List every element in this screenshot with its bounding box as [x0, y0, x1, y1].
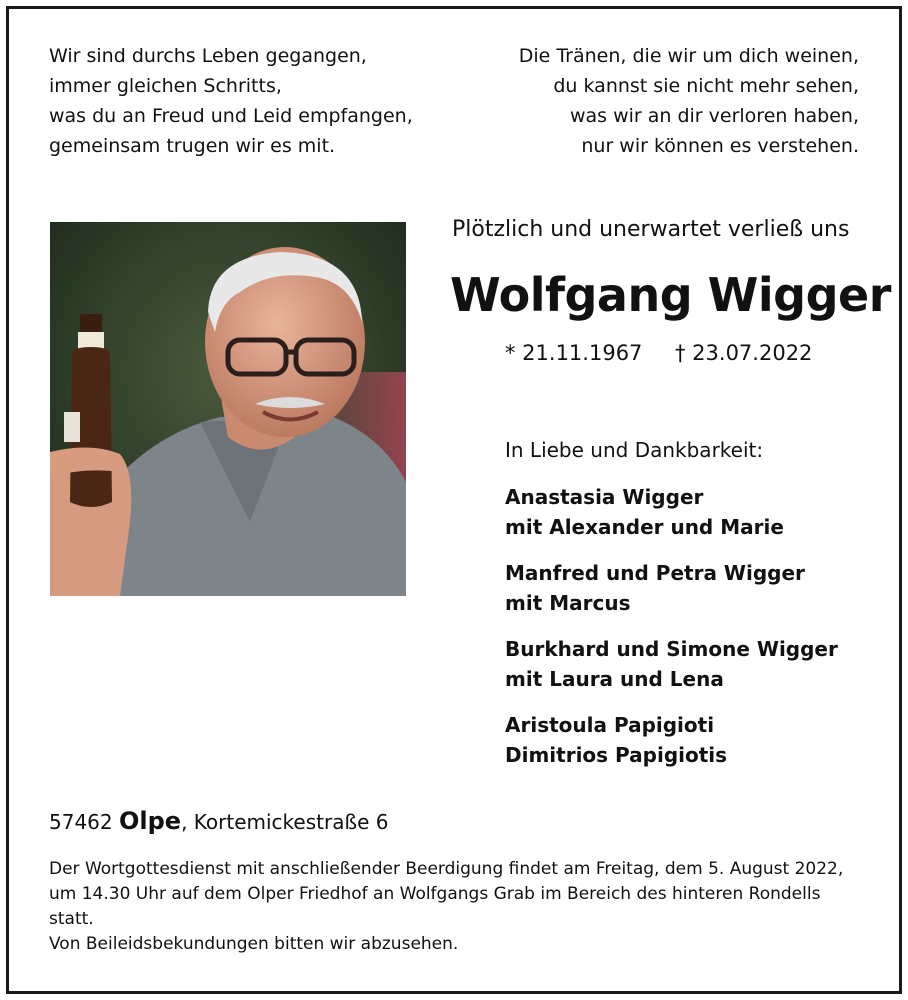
family-group [505, 558, 805, 618]
family-group [505, 634, 838, 694]
obituary-frame [6, 6, 902, 994]
poem-left [49, 41, 413, 161]
family-line: mit Alexander und Marie [505, 515, 784, 539]
poem-line: was du an Freud und Leid empfangen, [49, 105, 413, 127]
poem-line: immer gleichen Schritts, [49, 75, 282, 97]
poem-line: Die Tränen, die wir um dich weinen, [518, 45, 859, 67]
poem-line: was wir an dir verloren haben, [569, 105, 859, 127]
notice-line: um 14.30 Uhr auf dem Olper Friedhof an Wolfgangs Grab im Bereich des hinteren Rondells [49, 884, 821, 904]
family-line: mit Marcus [505, 591, 631, 615]
family-line: Aristoula Papigioti [505, 713, 715, 737]
death-date: † 23.07.2022 [675, 341, 813, 365]
address [49, 806, 388, 837]
intro-text: Plötzlich und unerwartet verließ uns [452, 217, 850, 242]
notice-line: Von Beileidsbekundungen bitten wir abzusehen. [49, 934, 459, 954]
poem-line: du kannst sie nicht mehr sehen, [553, 75, 859, 97]
family-line: Anastasia Wigger [505, 485, 704, 509]
poem-right [519, 41, 859, 161]
address-city: Olpe [118, 807, 182, 835]
poem-line: nur wir können es verstehen. [581, 135, 859, 157]
family-group [505, 482, 784, 542]
portrait-photo [50, 222, 406, 596]
address-zip: 57462 [49, 810, 113, 834]
poem-line: Wir sind durchs Leben gegangen, [49, 45, 367, 67]
birth-date: * 21.11.1967 [505, 341, 643, 365]
family-line: mit Laura und Lena [505, 667, 724, 691]
family-line: Burkhard und Simone Wigger [505, 637, 838, 661]
address-street: , Kortemickestraße 6 [181, 810, 389, 834]
family-line: Dimitrios Papigiotis [505, 743, 728, 767]
notice-line: statt. [49, 909, 94, 929]
family-line: Manfred und Petra Wigger [505, 561, 805, 585]
deceased-name: Wolfgang Wigger [450, 268, 891, 322]
thanks-heading: In Liebe und Dankbarkeit: [505, 438, 764, 462]
notice-line: Der Wortgottesdienst mit anschließender Beerdigung findet am Freitag, dem 5. August 2022, [49, 859, 844, 879]
poem-line: gemeinsam trugen wir es mit. [49, 135, 336, 157]
family-group [505, 710, 727, 770]
funeral-notice [49, 857, 885, 957]
